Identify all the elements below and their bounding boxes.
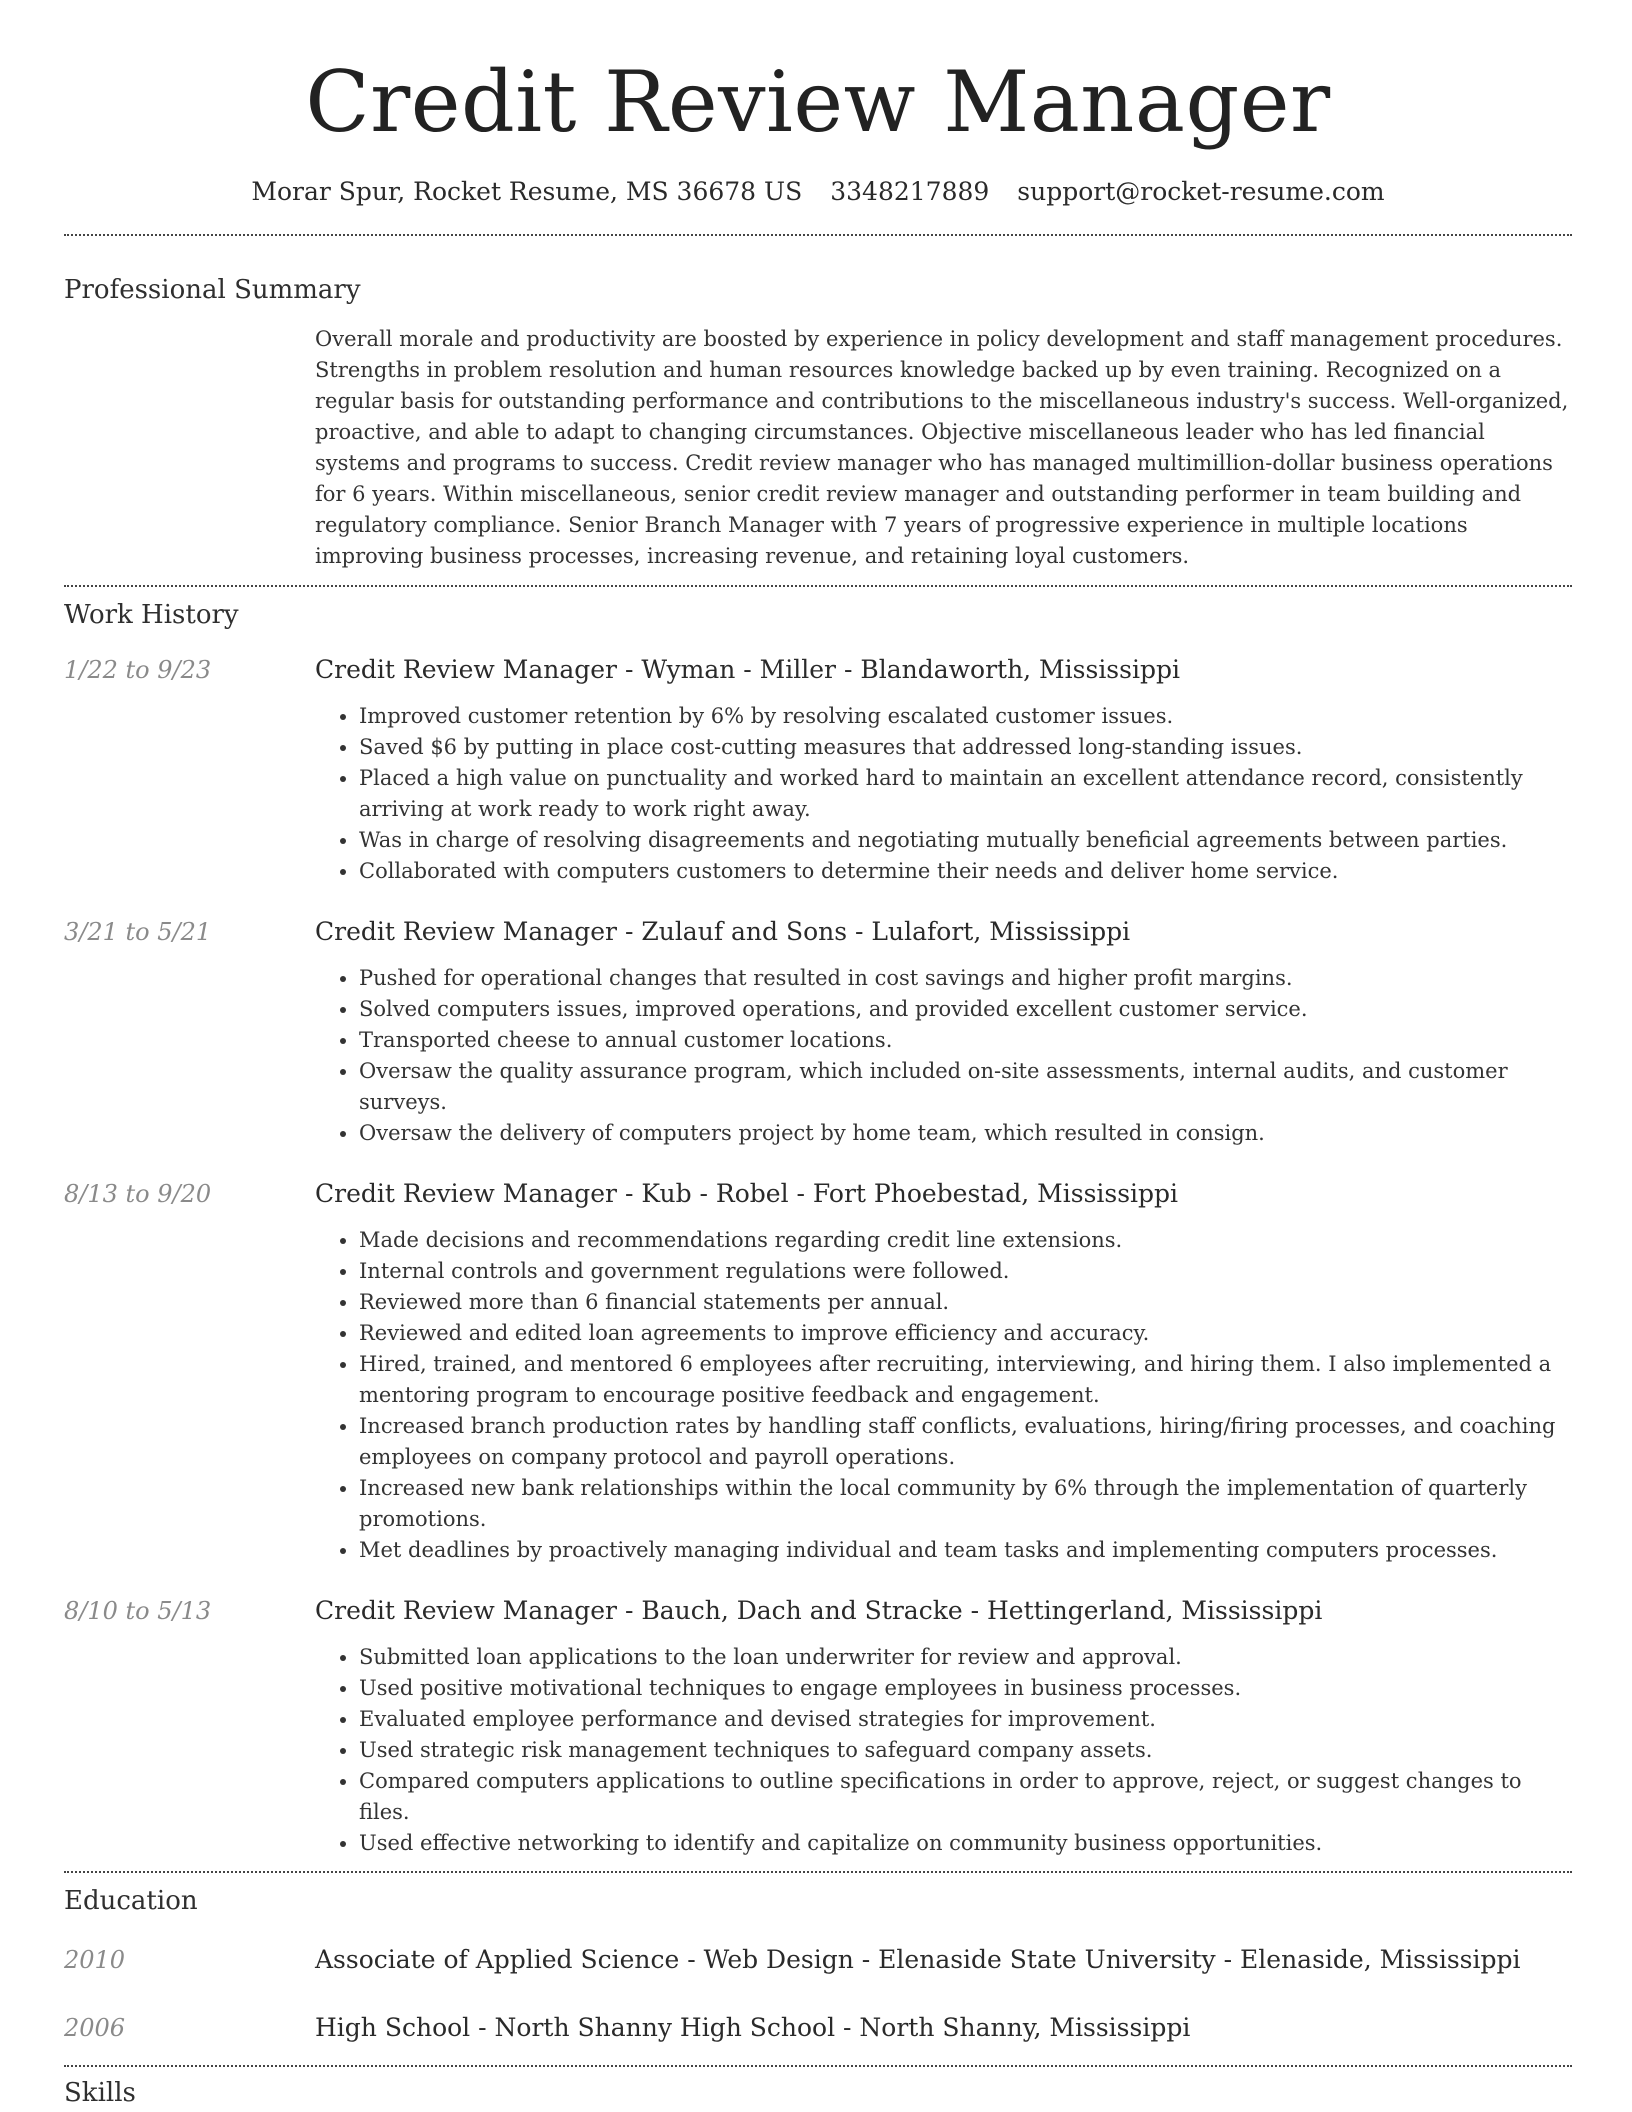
contact-address: Morar Spur, Rocket Resume, MS 36678 US — [251, 177, 803, 206]
education-heading: Education — [64, 1886, 198, 1916]
section-divider — [64, 1871, 1572, 1873]
job-bullet: • Used effective networking to identify and capitalize on community business opportunities. — [359, 1828, 1572, 1859]
education-entry — [64, 2011, 1572, 2045]
summary-section — [64, 272, 1572, 572]
education-section — [64, 1883, 1572, 2045]
work-history-heading: Work History — [64, 600, 239, 630]
job-bullet: • Submitted loan applications to the loan underwriter for review and approval. — [359, 1642, 1572, 1673]
job-bullet: • Increased branch production rates by handling staff conflicts, evaluations, hiring/firing processes, and coaching employees on company protocol and payroll operations. — [359, 1411, 1572, 1473]
education-year: 2010 — [64, 1946, 126, 1974]
job-bullet: • Saved $6 by putting in place cost-cutting measures that addressed long-standing issues. — [359, 732, 1572, 763]
job-bullet: • Increased new bank relationships within the local community by 6% through the implementation of quarterly promotions. — [359, 1473, 1572, 1535]
education-year: 2006 — [64, 2014, 126, 2042]
job-bullets — [315, 1225, 1572, 1566]
job-bullet: • Met deadlines by proactively managing individual and team tasks and implementing computers processes. — [359, 1535, 1572, 1566]
job-bullets — [315, 963, 1572, 1149]
job-entry — [64, 1177, 1572, 1566]
skills-heading: Skills — [64, 2078, 136, 2108]
job-title: Credit Review Manager - Bauch, Dach and Stracke - Hettingerland, Mississippi — [315, 1596, 1323, 1625]
job-bullets — [315, 1642, 1572, 1859]
job-bullet: • Reviewed and edited loan agreements to improve efficiency and accuracy. — [359, 1318, 1572, 1349]
contact-email: support@rocket-resume.com — [1017, 177, 1385, 206]
job-bullet: • Oversaw the delivery of computers project by home team, which resulted in consign. — [359, 1118, 1572, 1149]
job-bullet: • Oversaw the quality assurance program, which included on-site assessments, internal audits, and customer surveys. — [359, 1056, 1572, 1118]
job-entry — [64, 653, 1572, 887]
skills-section — [64, 2075, 1572, 2111]
job-dates: 3/21 to 5/21 — [64, 918, 212, 946]
job-bullet: • Compared computers applications to outline specifications in order to approve, reject, or suggest changes to files. — [359, 1766, 1572, 1828]
education-entry — [64, 1943, 1572, 1977]
job-bullet: • Used positive motivational techniques to engage employees in business processes. — [359, 1673, 1572, 1704]
job-bullets — [315, 701, 1572, 887]
job-dates: 8/13 to 9/20 — [64, 1180, 212, 1208]
job-bullet: • Made decisions and recommendations regarding credit line extensions. — [359, 1225, 1572, 1256]
work-history-section — [64, 597, 1572, 1859]
summary-text: Overall morale and productivity are boosted by experience in policy development and staff management procedures. Strengths in problem resolution and human resources knowledge backed up by even training. Recognized on a regular basis for outstanding performance and contributions to the miscellaneous industry's success. Well-organized, proactive, and able to adapt to changing circumstances. Objective miscellaneous leader who has led financial systems and programs to success. Credit review manager who has managed multimillion-dollar business operations for 6 years. Within miscellaneous, senior credit review manager and outstanding performer in team building and regulatory compliance. Senior Branch Manager with 7 years of progressive experience in multiple locations improving business processes, increasing revenue, and retaining loyal customers. — [315, 327, 1569, 568]
resume-name: Credit Review Manager — [305, 53, 1331, 151]
job-bullet: • Used strategic risk management techniques to safeguard company assets. — [359, 1735, 1572, 1766]
job-title: Credit Review Manager - Zulauf and Sons - Lulafort, Mississippi — [315, 917, 1131, 946]
resume-page — [64, 0, 1572, 2111]
job-bullet: • Solved computers issues, improved operations, and provided excellent customer service. — [359, 994, 1572, 1025]
job-dates: 1/22 to 9/23 — [64, 656, 212, 684]
summary-heading: Professional Summary — [64, 275, 361, 305]
job-title: Credit Review Manager - Wyman - Miller - Blandaworth, Mississippi — [315, 655, 1180, 684]
job-bullet: • Hired, trained, and mentored 6 employees after recruiting, interviewing, and hiring them. I also implemented a mentoring program to encourage positive feedback and engagement. — [359, 1349, 1572, 1411]
job-bullet: • Reviewed more than 6 financial statements per annual. — [359, 1287, 1572, 1318]
contact-phone: 3348217889 — [830, 177, 990, 206]
job-bullet: • Improved customer retention by 6% by resolving escalated customer issues. — [359, 701, 1572, 732]
job-bullet: • Was in charge of resolving disagreements and negotiating mutually beneficial agreements between parties. — [359, 825, 1572, 856]
job-entry — [64, 1594, 1572, 1859]
section-divider — [64, 234, 1572, 236]
job-dates: 8/10 to 5/13 — [64, 1597, 212, 1625]
education-title: High School - North Shanny High School - North Shanny, Mississippi — [315, 2013, 1191, 2042]
job-bullet: • Pushed for operational changes that resulted in cost savings and higher profit margins. — [359, 963, 1572, 994]
contact-line — [64, 174, 1572, 210]
job-title: Credit Review Manager - Kub - Robel - Fort Phoebestad, Mississippi — [315, 1179, 1179, 1208]
job-entry — [64, 915, 1572, 1149]
job-bullet: • Evaluated employee performance and devised strategies for improvement. — [359, 1704, 1572, 1735]
job-bullet: • Collaborated with computers customers to determine their needs and deliver home service. — [359, 856, 1572, 887]
section-divider — [64, 2065, 1572, 2067]
job-bullet: • Placed a high value on punctuality and worked hard to maintain an excellent attendance record, consistently arriving at work ready to work right away. — [359, 763, 1572, 825]
job-bullet: • Internal controls and government regulations were followed. — [359, 1256, 1572, 1287]
section-divider — [64, 585, 1572, 587]
job-bullet: • Transported cheese to annual customer locations. — [359, 1025, 1572, 1056]
education-title: Associate of Applied Science - Web Design - Elenaside State University - Elenaside, Mississippi — [315, 1945, 1521, 1974]
